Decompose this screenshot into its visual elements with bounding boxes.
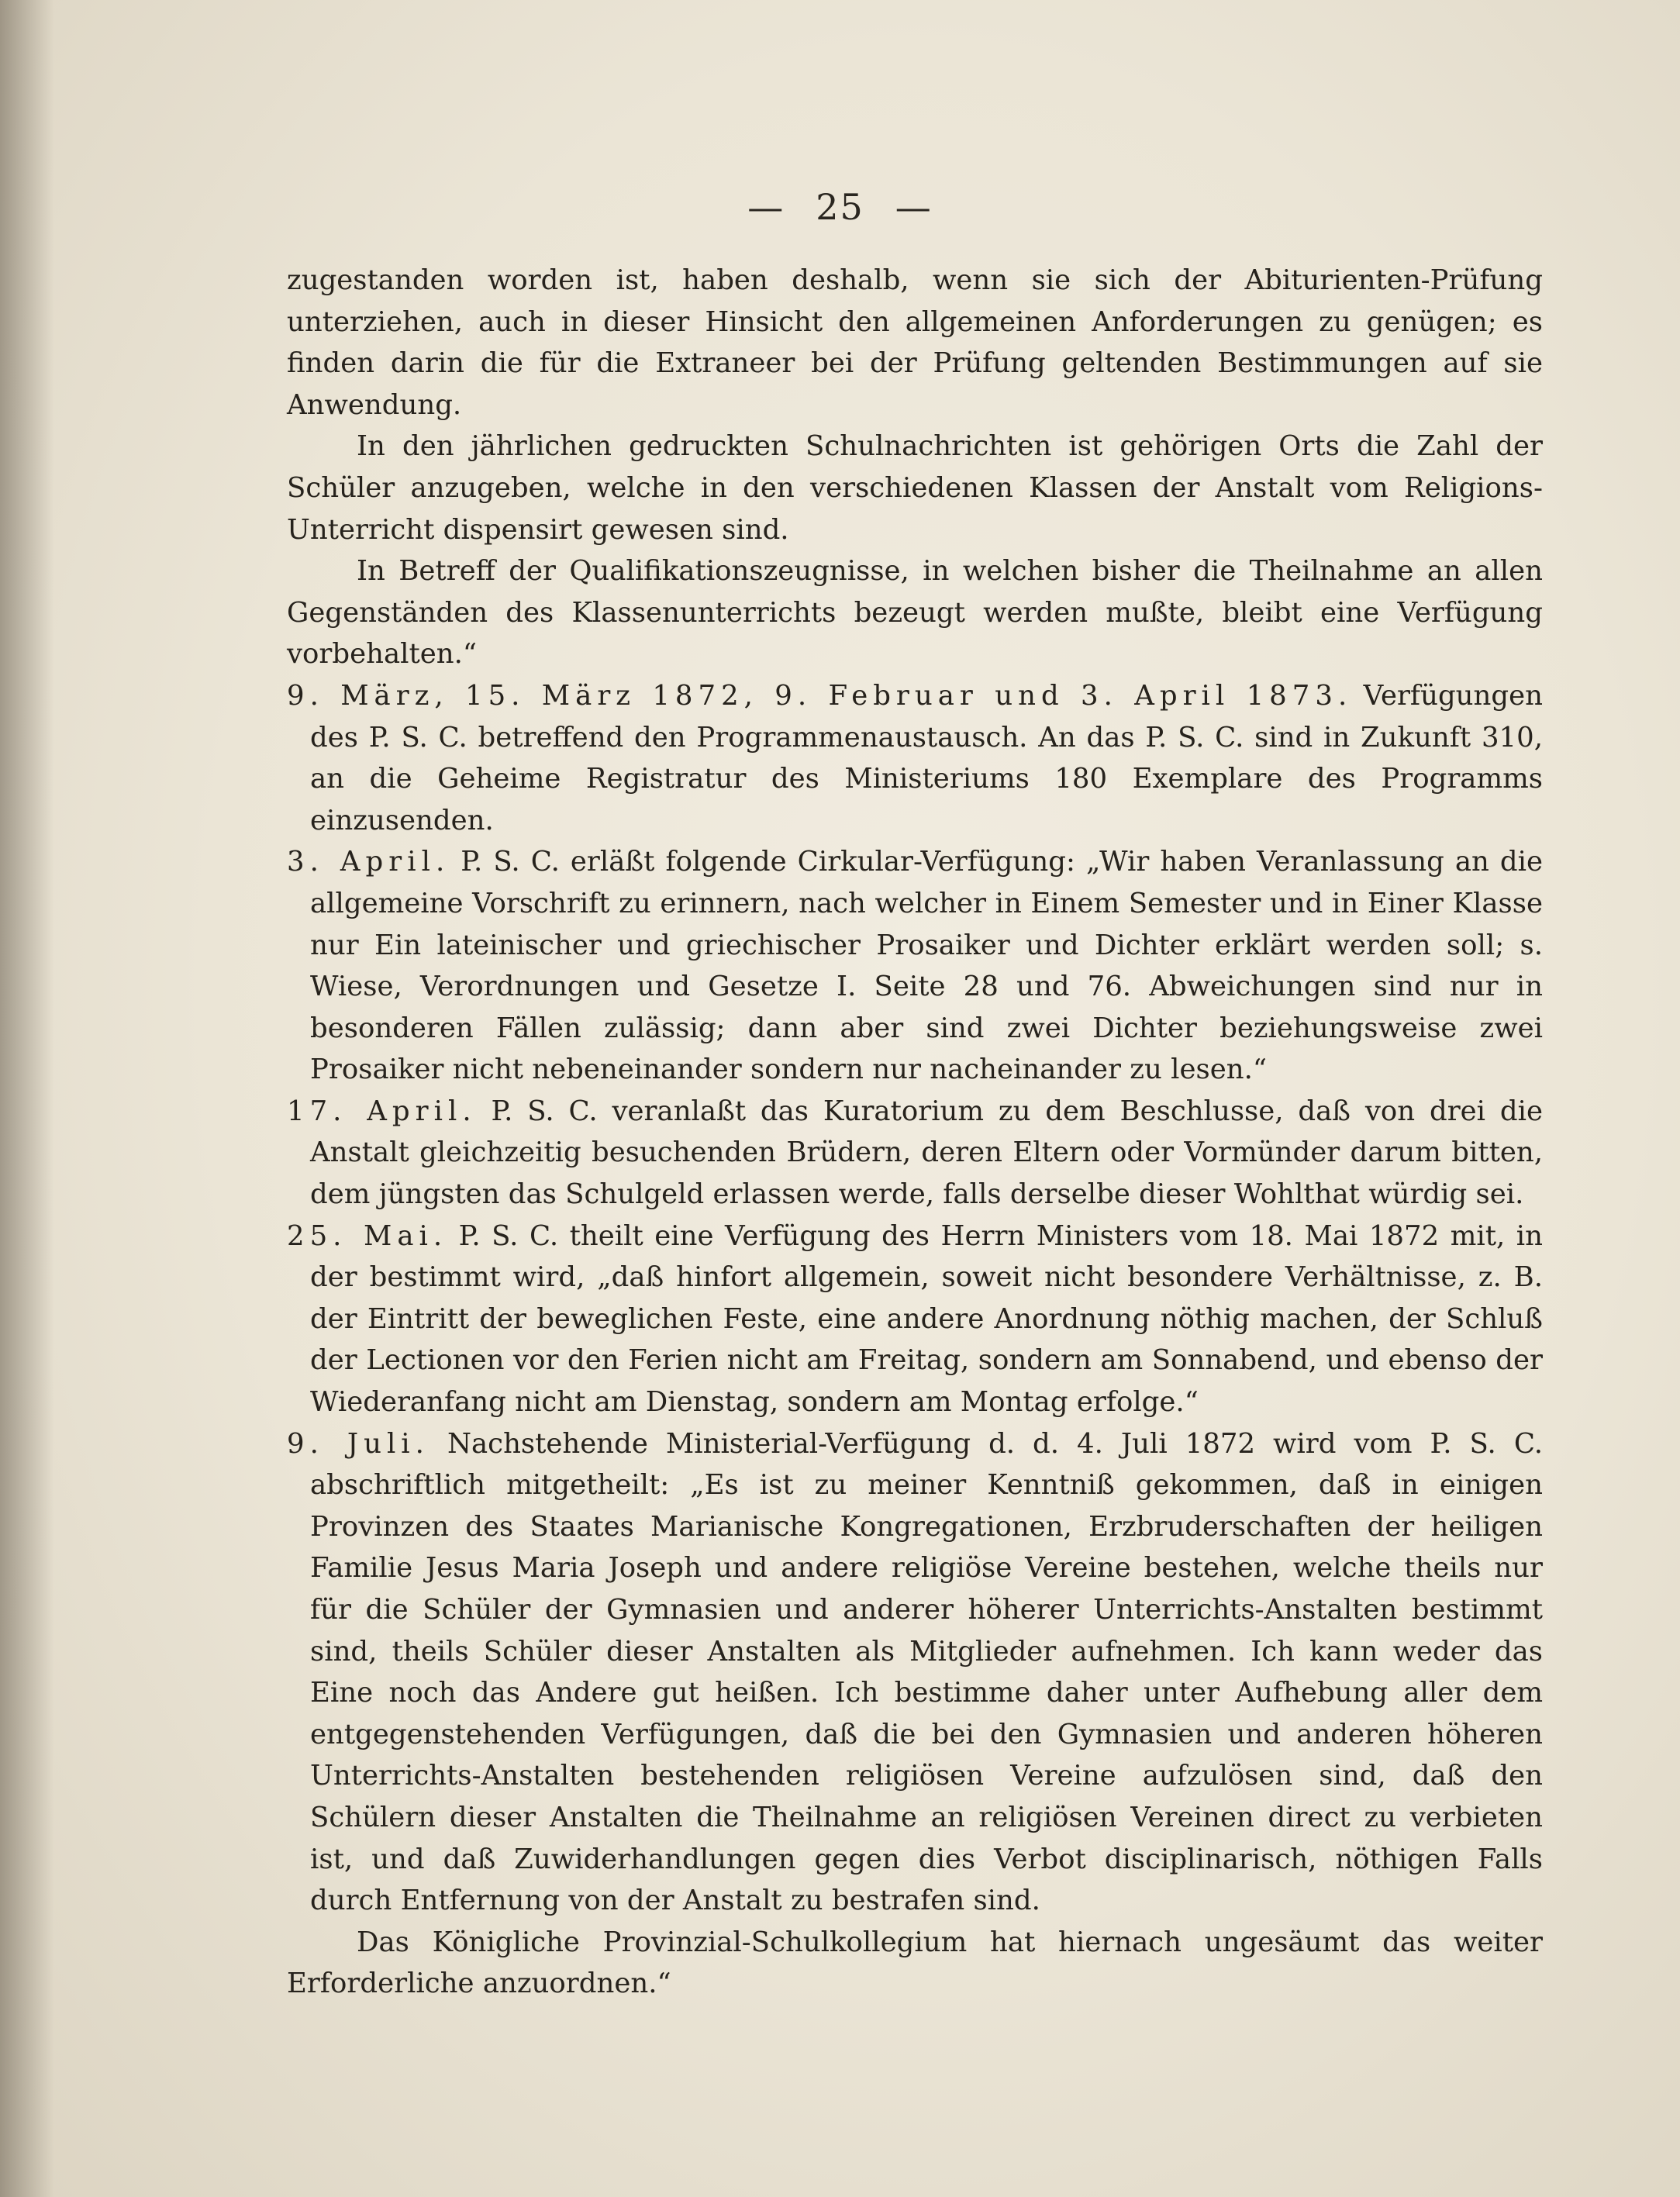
entry-school-fee [287, 1091, 1543, 1216]
header-dash-left: — [747, 186, 785, 228]
entry-religious-associations [287, 1423, 1544, 1922]
paragraph-closing: Das Königliche Provinzial-Schulkollegium hat hiernach ungesäumt das weiter Erforderliche anzuordnen.“ [287, 1926, 1543, 2000]
entry-text: Verfügungen des P. S. C. betreffend den Programmenaustausch. An das P. S. C. sind in Zukunft 310, an die Geheime Registratur des Ministeriums 180 Exemplare des Programms einzusenden. [310, 679, 1543, 836]
page-number: 25 [816, 186, 864, 228]
entry-text: P. S. C. veranlaßt das Kuratorium zu dem Beschlusse, daß von drei die Anstalt gleichzeitig besuchenden Brüdern, deren Eltern oder Vormünder darum bitten, dem jüngsten das Schulgeld erlassen werde, falls derselbe dieser Wohlthat würdig sei. [310, 1095, 1543, 1211]
entry-date: 25. Mai. [287, 1219, 448, 1252]
entry-date: 9. März, 15. März 1872, 9. Februar und 3. April 1873. [287, 679, 1353, 712]
entry-date: 9. Juli. [287, 1427, 429, 1460]
paragraph-qualification: In Betreff der Qualifikationszeugnisse, in welchen bisher die Theilnahme an allen Gegenständen des Klassenunterrichts bezeugt werden mußte, bleibt eine Verfügung vorbehalten.“ [287, 555, 1543, 671]
entry-circular [287, 841, 1543, 1091]
paragraph-continuation: zugestanden worden ist, haben deshalb, wenn sie sich der Abiturienten-Prüfung unterziehen, auch in dieser Hinsicht den allgemeinen Anforderungen zu genügen; es finden darin die für die Extraneer bei der Prüfung geltenden Bestimmungen auf sie Anwendung. [287, 264, 1543, 421]
page-header [0, 186, 1680, 228]
entry-program-exchange [287, 675, 1543, 841]
entry-text: Nachstehende Ministerial-Verfügung d. d. 4. Juli 1872 wird vom P. S. C. abschriftlich mitgetheilt: „Es ist zu meiner Kenntniß gekommen, daß in einigen Provinzen des Staates Marianische Kongregationen, Erzbruderschaften der heiligen Familie Jesus Maria Joseph und andere religiöse Vereine bestehen, welche theils nur für die Schüler der Gymnasien und anderer höherer Unterrichts-Anstalten bestimmt sind, theils Schüler dieser Anstalten als Mitglieder aufnehmen. Ich kann weder das Eine noch das Andere gut heißen. Ich bestimme daher unter Aufhebung aller dem entgegenstehenden Verfügungen, daß die bei den Gymnasien und anderen höheren Unterrichts-Anstalten bestehenden religiösen Vereine aufzulösen sind, daß den Schülern dieser Anstalten die Theilnahme an religiösen Vereinen direct zu verbieten ist, und daß Zuwiderhandlungen gegen dies Verbot disciplinarisch, nöthigen Falls durch Entfernung von der Anstalt zu bestrafen sind. [310, 1427, 1544, 1917]
binding-shadow [0, 0, 54, 2197]
paragraph-school-reports: In den jährlichen gedruckten Schulnachrichten ist gehörigen Orts die Zahl der Schüler anzugeben, welche in den verschiedenen Klassen der Anstalt vom Religions-Unterricht dispensirt gewesen sind. [287, 430, 1543, 546]
entry-date: 3. April. [287, 846, 450, 878]
header-dash-right: — [895, 186, 933, 228]
entry-date: 17. April. [287, 1095, 477, 1127]
entry-text: P. S. C. erläßt folgende Cirkular-Verfügung: „Wir haben Veranlassung an die allgemeine Vorschrift zu erinnern, nach welcher in Einem Semester und in Einer Klasse nur Ein lateinischer und griechischer Prosaiker und Dichter erklärt werden soll; s. Wiese, Verordnungen und Gesetze I. Seite 28 und 76. Abweichungen sind nur in besonderen Fällen zulässig; dann aber sind zwei Dichter beziehungsweise zwei Prosaiker nicht nebeneinander sondern nur nacheinander zu lesen.“ [310, 846, 1543, 1086]
entry-lesson-schedule [287, 1216, 1543, 1423]
body-text [287, 260, 1543, 2005]
entry-text: P. S. C. theilt eine Verfügung des Herrn Ministers vom 18. Mai 1872 mit, in der bestimmt wird, „daß hinfort allgemein, soweit nicht besondere Verhältnisse, z. B. der Eintritt der beweglichen Feste, eine andere Anordnung nöthig machen, der Schluß der Lectionen vor den Ferien nicht am Freitag, sondern am Sonnabend, und ebenso der Wiederanfang nicht am Dienstag, sondern am Montag erfolge.“ [310, 1219, 1543, 1419]
